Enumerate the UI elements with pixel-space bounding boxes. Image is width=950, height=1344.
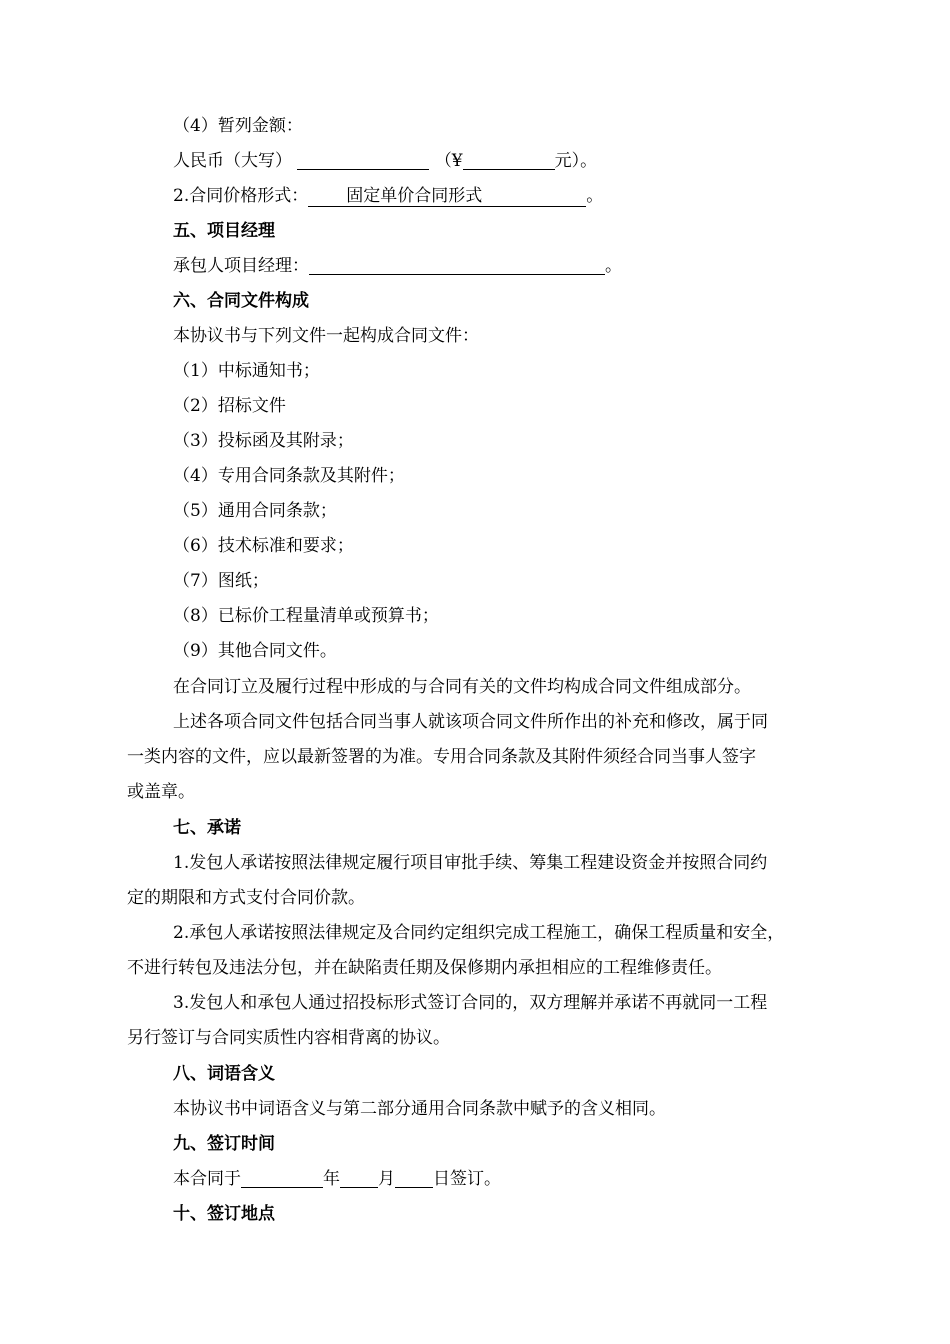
project-manager-label: 承包人项目经理： [173,256,309,276]
section8-heading: 八、词语含义 [173,1064,275,1084]
section7-p2-line1: 2.承包人承诺按照法律规定及合同约定组织完成工程施工，确保工程质量和安全， [173,923,785,943]
project-manager-line [173,248,854,284]
doc-list-item: （4）专用合同条款及其附件； [173,466,405,486]
section7-heading: 七、承诺 [173,818,241,838]
section5-heading: 五、项目经理 [173,221,275,241]
section6-para2-line1: 上述各项合同文件包括合同当事人就该项合同文件所作出的补充和修改，属于同 [173,712,768,732]
section9-heading: 九、签订时间 [173,1134,275,1154]
section7-p3-line1: 3.发包人和承包人通过招投标形式签订合同的，双方理解并承诺不再就同一工程 [173,993,768,1013]
doc-list-item: （7）图纸； [173,571,269,591]
section6-heading: 六、合同文件构成 [173,291,309,311]
month-blank[interactable] [340,1165,378,1188]
rmb-amount-line [173,143,854,179]
section6-intro: 本协议书与下列文件一起构成合同文件： [173,326,479,346]
section6-para2-line2: 一类内容的文件，应以最新签署的为准。专用合同条款及其附件须经合同当事人签字 [127,747,756,767]
section7-p1-line2: 定的期限和方式支付合同价款。 [127,888,365,908]
section7-p1-line1: 1.发包人承诺按照法律规定履行项目审批手续、筹集工程建设资金并按照合同约 [173,853,768,873]
month-label: 月 [378,1169,395,1189]
section7-p3-line2: 另行签订与合同实质性内容相背离的协议。 [127,1028,450,1048]
price-form-line [173,178,854,214]
doc-list-item: （6）技术标准和要求； [173,536,354,556]
section6-para1: 在合同订立及履行过程中形成的与合同有关的文件均构成合同文件组成部分。 [173,677,751,697]
section6-para2-line3: 或盖章。 [127,782,195,802]
rmb-prefix: 人民币（大写） [173,151,292,171]
rmb-figure-blank[interactable] [463,147,555,170]
year-blank[interactable] [241,1165,323,1188]
year-label: 年 [323,1169,340,1189]
signing-date-line [173,1161,854,1197]
rmb-suffix: 元）。 [554,151,598,171]
price-form-end: 。 [586,186,604,206]
doc-list-item: （1）中标通知书； [173,361,320,381]
provisional-sum-label: （4）暂列金额： [173,116,303,136]
doc-list-item: （8）已标价工程量清单或预算书； [173,606,439,626]
doc-list-item: （3）投标函及其附录； [173,431,354,451]
rmb-mid: （¥ [434,151,463,171]
day-blank[interactable] [395,1165,433,1188]
rmb-words-blank[interactable] [297,147,429,170]
project-manager-blank[interactable] [309,252,605,275]
doc-list-item: （5）通用合同条款； [173,501,337,521]
project-manager-end: 。 [605,256,622,276]
section10-heading: 十、签订地点 [173,1204,275,1224]
section7-p2-line2: 不进行转包及违法分包，并在缺陷责任期及保修期内承担相应的工程维修责任。 [127,958,722,978]
date-prefix: 本合同于 [173,1169,241,1189]
section8-text: 本协议书中词语含义与第二部分通用合同条款中赋予的含义相同。 [173,1099,666,1119]
day-suffix: 日签订。 [433,1169,501,1189]
price-form-value: 固定单价合同形式 [308,186,586,207]
doc-list-item: （2）招标文件 [173,396,286,416]
price-form-label: 2.合同价格形式： [173,186,309,206]
doc-list-item: （9）其他合同文件。 [173,641,337,661]
